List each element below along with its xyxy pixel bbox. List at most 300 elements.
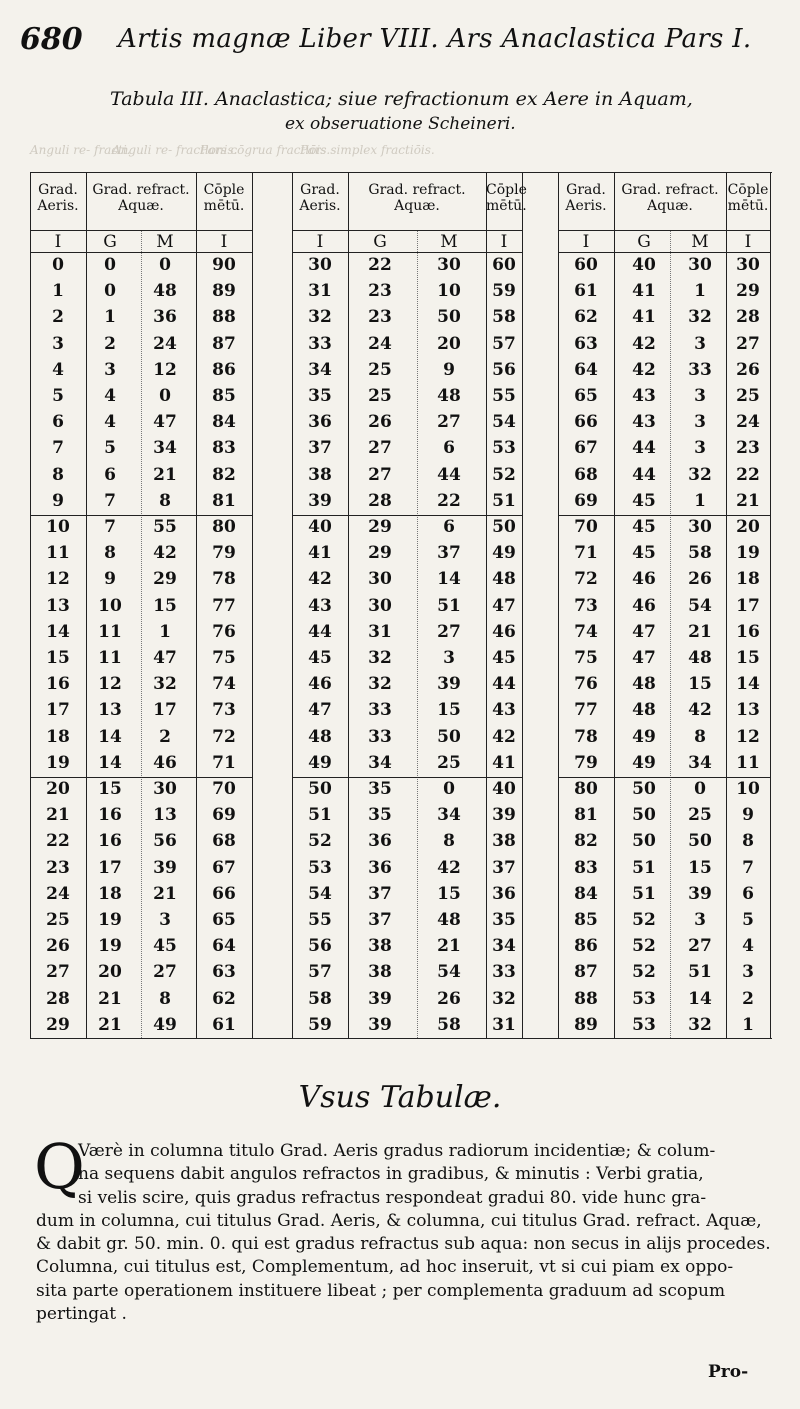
cell-refract-degrees: 39 (368, 988, 392, 1009)
cell-grad-aeris: 29 (46, 1014, 70, 1035)
paragraph-line: Værè in columna titulo Grad. Aeris gradus radiorum incidentiæ; & colum- (78, 1141, 716, 1161)
cell-grad-aeris: 23 (46, 857, 70, 878)
cell-refract-minutes: 15 (688, 674, 712, 695)
cell-refract-minutes: 17 (153, 700, 177, 721)
cell-complementum: 57 (492, 333, 516, 354)
cell-refract-minutes: 3 (694, 910, 706, 930)
cell-complementum: 7 (742, 857, 754, 878)
cell-refract-minutes: 48 (688, 648, 712, 668)
cell-refract-degrees: 7 (104, 490, 116, 511)
row-rule (30, 777, 252, 778)
cell-grad-aeris: 60 (574, 255, 598, 275)
cell-refract-degrees: 35 (368, 805, 392, 826)
cell-grad-aeris: 64 (574, 359, 598, 380)
cell-refract-degrees: 47 (632, 621, 656, 642)
cell-refract-minutes: 3 (443, 648, 455, 668)
cell-complementum: 61 (212, 1014, 236, 1035)
cell-refract-minutes: 25 (688, 805, 712, 826)
cell-refract-degrees: 25 (368, 386, 392, 406)
cell-refract-minutes: 58 (437, 1014, 461, 1035)
cell-refract-minutes: 3 (694, 438, 706, 459)
cell-complementum: 88 (212, 307, 236, 328)
cell-refract-degrees: 18 (98, 883, 122, 904)
cell-refract-minutes: 39 (688, 883, 712, 904)
cell-grad-aeris: 41 (308, 543, 332, 564)
cell-complementum: 77 (212, 595, 236, 616)
cell-complementum: 78 (212, 569, 236, 590)
cell-complementum: 56 (492, 359, 516, 380)
cell-grad-aeris: 5 (52, 386, 64, 406)
unit-label: I (500, 232, 508, 252)
cell-grad-aeris: 45 (308, 648, 332, 668)
cell-complementum: 33 (492, 962, 516, 983)
cell-complementum: 49 (492, 543, 516, 564)
cell-complementum: 16 (736, 621, 760, 642)
cell-refract-degrees: 14 (98, 726, 122, 747)
cell-complementum: 79 (212, 543, 236, 564)
cell-refract-degrees: 52 (632, 936, 656, 957)
cell-complementum: 38 (492, 831, 516, 852)
cell-refract-minutes: 21 (153, 883, 177, 904)
cell-complementum: 20 (736, 517, 760, 537)
cell-grad-aeris: 46 (308, 674, 332, 695)
cell-grad-aeris: 79 (574, 752, 598, 773)
cell-complementum: 68 (212, 831, 236, 852)
cell-refract-degrees: 3 (104, 359, 116, 380)
cell-refract-degrees: 50 (632, 831, 656, 852)
cell-refract-degrees: 2 (104, 333, 116, 354)
cell-complementum: 83 (212, 438, 236, 459)
row-rule (30, 515, 252, 516)
cell-grad-aeris: 85 (574, 910, 598, 930)
cell-refract-minutes: 55 (153, 517, 177, 537)
cell-grad-aeris: 28 (46, 988, 70, 1009)
cell-refract-degrees: 32 (368, 674, 392, 695)
cell-complementum: 40 (492, 779, 516, 799)
cell-complementum: 3 (742, 962, 754, 983)
row-rule (292, 777, 522, 778)
paragraph-line: pertingat . (36, 1304, 127, 1325)
cell-grad-aeris: 74 (574, 621, 598, 642)
cell-refract-degrees: 25 (368, 359, 392, 380)
cell-refract-degrees: 4 (104, 412, 116, 433)
cell-complementum: 34 (492, 936, 516, 957)
paragraph-line: sita parte operationem instituere libeat ; per complementa graduum ad scopum (36, 1280, 726, 1301)
cell-complementum: 15 (736, 648, 760, 668)
cell-refract-minutes: 15 (437, 883, 461, 904)
cell-complementum: 55 (492, 386, 516, 406)
cell-refract-minutes: 1 (694, 281, 706, 302)
header-grad-aeris: Grad. Aeris. (37, 182, 79, 214)
cell-refract-degrees: 37 (368, 910, 392, 930)
drop-cap: Q (34, 1130, 85, 1203)
paragraph-line: na sequens dabit angulos refractos in gradibus, & minutis : Verbi gratia, (78, 1164, 704, 1185)
cell-refract-degrees: 51 (632, 857, 656, 878)
cell-refract-minutes: 1 (694, 490, 706, 511)
cell-refract-minutes: 0 (159, 255, 171, 275)
cell-complementum: 35 (492, 910, 516, 930)
cell-refract-minutes: 0 (159, 386, 171, 406)
cell-refract-degrees: 22 (368, 255, 392, 275)
cell-refract-degrees: 13 (98, 700, 122, 721)
cell-refract-degrees: 36 (368, 831, 392, 852)
cell-complementum: 84 (212, 412, 236, 433)
cell-complementum: 62 (212, 988, 236, 1009)
cell-grad-aeris: 9 (52, 490, 64, 511)
cell-refract-minutes: 13 (153, 805, 177, 826)
cell-refract-degrees: 27 (368, 464, 392, 485)
cell-grad-aeris: 81 (574, 805, 598, 826)
row-rule (30, 252, 252, 253)
cell-grad-aeris: 87 (574, 962, 598, 983)
cell-refract-minutes: 3 (694, 386, 706, 406)
cell-refract-degrees: 52 (632, 910, 656, 930)
cell-refract-minutes: 50 (688, 831, 712, 852)
cell-grad-aeris: 13 (46, 595, 70, 616)
cell-refract-degrees: 42 (632, 333, 656, 354)
cell-refract-minutes: 14 (437, 569, 461, 590)
cell-refract-minutes: 25 (437, 752, 461, 773)
cell-refract-minutes: 34 (153, 438, 177, 459)
cell-refract-degrees: 16 (98, 805, 122, 826)
cell-refract-degrees: 0 (104, 281, 116, 302)
cell-refract-degrees: 48 (632, 674, 656, 695)
cell-refract-minutes: 36 (153, 307, 177, 328)
cell-refract-degrees: 17 (98, 857, 122, 878)
cell-complementum: 65 (212, 910, 236, 930)
cell-refract-degrees: 38 (368, 962, 392, 983)
header-complementum: Cōple mētū. (727, 182, 769, 214)
show-through-header-4: Pars simplex fractiōis. (300, 143, 435, 157)
cell-refract-minutes: 56 (153, 831, 177, 852)
cell-refract-degrees: 14 (98, 752, 122, 773)
cell-complementum: 17 (736, 595, 760, 616)
cell-grad-aeris: 89 (574, 1014, 598, 1035)
cell-refract-minutes: 1 (159, 621, 171, 642)
cell-refract-degrees: 43 (632, 386, 656, 406)
cell-refract-degrees: 42 (632, 359, 656, 380)
cell-complementum: 75 (212, 648, 236, 668)
cell-refract-minutes: 21 (437, 936, 461, 957)
cell-grad-aeris: 10 (46, 517, 70, 537)
cell-refract-minutes: 2 (159, 726, 171, 747)
cell-refract-degrees: 38 (368, 936, 392, 957)
cell-complementum: 22 (736, 464, 760, 485)
cell-complementum: 80 (212, 517, 236, 537)
header-complementum: Cōple mētū. (486, 182, 527, 214)
cell-grad-aeris: 42 (308, 569, 332, 590)
table-block (30, 172, 252, 1038)
cell-complementum: 26 (736, 359, 760, 380)
row-rule (558, 515, 770, 516)
cell-refract-degrees: 46 (632, 569, 656, 590)
cell-grad-aeris: 50 (308, 779, 332, 799)
cell-grad-aeris: 78 (574, 726, 598, 747)
cell-complementum: 23 (736, 438, 760, 459)
unit-label: G (373, 232, 387, 252)
cell-complementum: 71 (212, 752, 236, 773)
cell-refract-minutes: 32 (688, 464, 712, 485)
cell-grad-aeris: 49 (308, 752, 332, 773)
cell-refract-degrees: 15 (98, 779, 122, 799)
cell-grad-aeris: 55 (308, 910, 332, 930)
cell-refract-degrees: 10 (98, 595, 122, 616)
row-rule (558, 252, 770, 253)
cell-grad-aeris: 56 (308, 936, 332, 957)
column-rule (252, 172, 253, 1038)
cell-grad-aeris: 76 (574, 674, 598, 695)
cell-grad-aeris: 4 (52, 359, 64, 380)
cell-refract-degrees: 9 (104, 569, 116, 590)
cell-complementum: 39 (492, 805, 516, 826)
cell-refract-degrees: 29 (368, 543, 392, 564)
cell-grad-aeris: 58 (308, 988, 332, 1009)
cell-grad-aeris: 2 (52, 307, 64, 328)
cell-grad-aeris: 57 (308, 962, 332, 983)
column-rule (770, 172, 771, 1038)
cell-refract-degrees: 49 (632, 752, 656, 773)
cell-refract-minutes: 22 (437, 490, 461, 511)
cell-refract-degrees: 12 (98, 674, 122, 695)
cell-refract-minutes: 30 (688, 255, 712, 275)
cell-complementum: 4 (742, 936, 754, 957)
cell-grad-aeris: 69 (574, 490, 598, 511)
cell-refract-degrees: 47 (632, 648, 656, 668)
cell-complementum: 54 (492, 412, 516, 433)
cell-refract-minutes: 27 (437, 412, 461, 433)
cell-complementum: 69 (212, 805, 236, 826)
cell-refract-minutes: 8 (159, 490, 171, 511)
cell-complementum: 53 (492, 438, 516, 459)
unit-label: I (54, 232, 62, 252)
cell-refract-degrees: 30 (368, 595, 392, 616)
cell-refract-degrees: 39 (368, 1014, 392, 1035)
cell-complementum: 28 (736, 307, 760, 328)
running-title: Artis magnæ Liber VIII. Ars Anaclastica Pars I. (118, 24, 752, 54)
cell-grad-aeris: 34 (308, 359, 332, 380)
cell-refract-minutes: 15 (437, 700, 461, 721)
cell-grad-aeris: 8 (52, 464, 64, 485)
cell-grad-aeris: 53 (308, 857, 332, 878)
cell-refract-degrees: 16 (98, 831, 122, 852)
cell-complementum: 10 (736, 779, 760, 799)
cell-complementum: 72 (212, 726, 236, 747)
cell-grad-aeris: 47 (308, 700, 332, 721)
cell-grad-aeris: 37 (308, 438, 332, 459)
cell-refract-minutes: 0 (694, 779, 706, 799)
cell-refract-minutes: 46 (153, 752, 177, 773)
unit-label: I (744, 232, 752, 252)
cell-refract-degrees: 40 (632, 255, 656, 275)
cell-grad-aeris: 33 (308, 333, 332, 354)
cell-refract-minutes: 50 (437, 726, 461, 747)
cell-refract-minutes: 30 (153, 779, 177, 799)
cell-refract-degrees: 8 (104, 543, 116, 564)
cell-complementum: 48 (492, 569, 516, 590)
cell-grad-aeris: 14 (46, 621, 70, 642)
cell-refract-degrees: 35 (368, 779, 392, 799)
unit-label: I (316, 232, 324, 252)
cell-refract-minutes: 8 (443, 831, 455, 852)
cell-grad-aeris: 19 (46, 752, 70, 773)
cell-grad-aeris: 77 (574, 700, 598, 721)
cell-complementum: 52 (492, 464, 516, 485)
cell-refract-minutes: 21 (153, 464, 177, 485)
cell-refract-degrees: 5 (104, 438, 116, 459)
cell-refract-minutes: 51 (437, 595, 461, 616)
cell-refract-minutes: 58 (688, 543, 712, 564)
cell-grad-aeris: 3 (52, 333, 64, 354)
catchword: Pro- (708, 1362, 749, 1382)
cell-refract-minutes: 47 (153, 648, 177, 668)
unit-label: I (220, 232, 228, 252)
cell-grad-aeris: 40 (308, 517, 332, 537)
cell-complementum: 47 (492, 595, 516, 616)
cell-refract-minutes: 15 (688, 857, 712, 878)
cell-grad-aeris: 65 (574, 386, 598, 406)
cell-refract-degrees: 11 (98, 621, 122, 642)
cell-complementum: 87 (212, 333, 236, 354)
cell-refract-degrees: 29 (368, 517, 392, 537)
cell-refract-minutes: 50 (437, 307, 461, 328)
cell-complementum: 60 (492, 255, 516, 275)
table-block (558, 172, 770, 1038)
header-grad-refract: Grad. refract. Aquæ. (621, 182, 719, 214)
cell-grad-aeris: 11 (46, 543, 70, 564)
cell-complementum: 24 (736, 412, 760, 433)
cell-complementum: 89 (212, 281, 236, 302)
cell-grad-aeris: 16 (46, 674, 70, 695)
cell-grad-aeris: 38 (308, 464, 332, 485)
row-rule (30, 230, 252, 231)
cell-complementum: 13 (736, 700, 760, 721)
cell-refract-minutes: 44 (437, 464, 461, 485)
cell-complementum: 31 (492, 1014, 516, 1035)
cell-refract-degrees: 21 (98, 1014, 122, 1035)
row-rule (558, 230, 770, 231)
cell-grad-aeris: 43 (308, 595, 332, 616)
cell-complementum: 44 (492, 674, 516, 695)
cell-complementum: 81 (212, 490, 236, 511)
cell-refract-minutes: 37 (437, 543, 461, 564)
row-rule (558, 777, 770, 778)
cell-grad-aeris: 62 (574, 307, 598, 328)
show-through-header-1: Anguli re- fracti. (30, 143, 131, 157)
cell-grad-aeris: 52 (308, 831, 332, 852)
cell-grad-aeris: 82 (574, 831, 598, 852)
row-rule (292, 230, 522, 231)
cell-grad-aeris: 18 (46, 726, 70, 747)
cell-grad-aeris: 7 (52, 438, 64, 459)
cell-refract-degrees: 21 (98, 988, 122, 1009)
cell-refract-minutes: 24 (153, 333, 177, 354)
cell-grad-aeris: 70 (574, 517, 598, 537)
cell-complementum: 64 (212, 936, 236, 957)
cell-complementum: 18 (736, 569, 760, 590)
cell-grad-aeris: 31 (308, 281, 332, 302)
usus-title: Vsus Tabulæ. (298, 1080, 502, 1115)
cell-complementum: 6 (742, 883, 754, 904)
cell-refract-degrees: 30 (368, 569, 392, 590)
cell-refract-minutes: 32 (153, 674, 177, 695)
paragraph-line: dum in columna, cui titulus Grad. Aeris, & columna, cui titulus Grad. refract. Aquæ, (36, 1210, 762, 1231)
cell-refract-minutes: 27 (688, 936, 712, 957)
paragraph-line: si velis scire, quis gradus refractus respondeat gradui 80. vide hunc gra- (78, 1187, 707, 1208)
cell-refract-minutes: 29 (153, 569, 177, 590)
cell-refract-minutes: 34 (688, 752, 712, 773)
cell-complementum: 29 (736, 281, 760, 302)
cell-refract-degrees: 43 (632, 412, 656, 433)
cell-grad-aeris: 54 (308, 883, 332, 904)
cell-refract-minutes: 42 (437, 857, 461, 878)
cell-grad-aeris: 86 (574, 936, 598, 957)
unit-label: I (582, 232, 590, 252)
cell-refract-minutes: 39 (437, 674, 461, 695)
unit-label: M (440, 232, 458, 252)
cell-refract-minutes: 32 (688, 307, 712, 328)
cell-grad-aeris: 27 (46, 962, 70, 983)
cell-refract-degrees: 11 (98, 648, 122, 668)
cell-refract-degrees: 34 (368, 752, 392, 773)
cell-complementum: 36 (492, 883, 516, 904)
usus-paragraph (34, 1130, 776, 1326)
cell-refract-minutes: 27 (153, 962, 177, 983)
cell-complementum: 9 (742, 805, 754, 826)
cell-refract-minutes: 3 (159, 910, 171, 930)
cell-refract-minutes: 42 (153, 543, 177, 564)
cell-complementum: 1 (742, 1014, 754, 1035)
cell-refract-minutes: 33 (688, 359, 712, 380)
cell-refract-minutes: 47 (153, 412, 177, 433)
cell-refract-degrees: 32 (368, 648, 392, 668)
cell-refract-degrees: 7 (104, 517, 116, 537)
cell-refract-minutes: 15 (153, 595, 177, 616)
cell-refract-minutes: 34 (437, 805, 461, 826)
cell-refract-minutes: 48 (437, 386, 461, 406)
cell-complementum: 59 (492, 281, 516, 302)
cell-refract-degrees: 49 (632, 726, 656, 747)
cell-refract-minutes: 6 (443, 517, 455, 537)
cell-grad-aeris: 84 (574, 883, 598, 904)
unit-label: M (156, 232, 174, 252)
cell-grad-aeris: 83 (574, 857, 598, 878)
cell-refract-degrees: 41 (632, 281, 656, 302)
cell-refract-degrees: 45 (632, 543, 656, 564)
column-rule (522, 172, 523, 1038)
cell-refract-minutes: 30 (437, 255, 461, 275)
cell-refract-degrees: 44 (632, 464, 656, 485)
cell-grad-aeris: 44 (308, 621, 332, 642)
cell-refract-degrees: 1 (104, 307, 116, 328)
cell-grad-aeris: 15 (46, 648, 70, 668)
cell-complementum: 27 (736, 333, 760, 354)
cell-complementum: 14 (736, 674, 760, 695)
cell-complementum: 2 (742, 988, 754, 1009)
cell-grad-aeris: 22 (46, 831, 70, 852)
unit-label: G (103, 232, 117, 252)
cell-complementum: 51 (492, 490, 516, 511)
cell-grad-aeris: 80 (574, 779, 598, 799)
cell-complementum: 25 (736, 386, 760, 406)
cell-refract-minutes: 3 (694, 412, 706, 433)
cell-grad-aeris: 0 (52, 255, 64, 275)
cell-refract-degrees: 26 (368, 412, 392, 433)
cell-complementum: 58 (492, 307, 516, 328)
cell-refract-minutes: 26 (688, 569, 712, 590)
cell-refract-minutes: 54 (688, 595, 712, 616)
cell-complementum: 37 (492, 857, 516, 878)
cell-refract-minutes: 8 (159, 988, 171, 1009)
